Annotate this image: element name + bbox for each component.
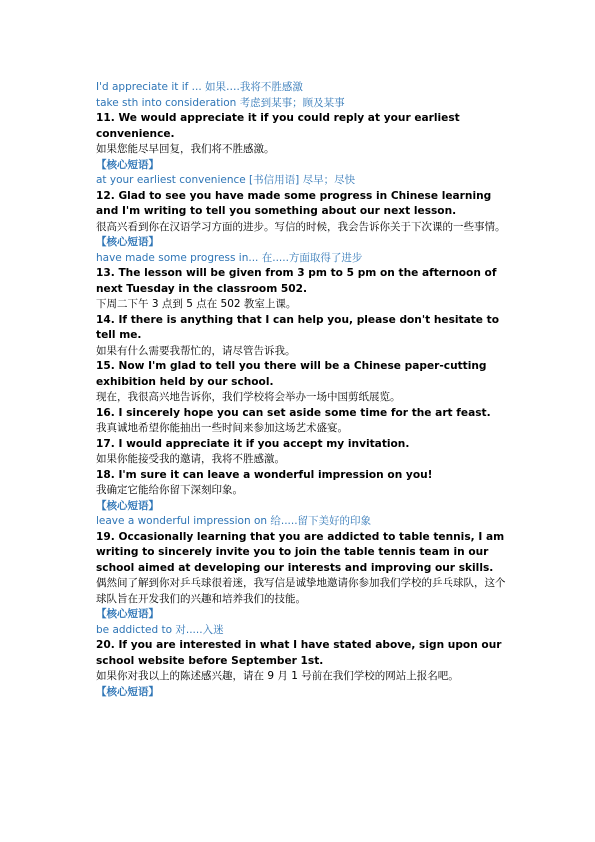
english-sentence: 18. I'm sure it can leave a wonderful impression on you! bbox=[96, 468, 433, 481]
english-sentence: 20. If you are interested in what I have stated above, sign upon our school website before September 1st. bbox=[96, 639, 502, 667]
phrase-line: have made some progress in... 在.....方面取得了进步 bbox=[96, 251, 363, 264]
core-phrase-heading: 【核心短语】 bbox=[96, 499, 159, 512]
english-sentence: 17. I would appreciate it if you accept my invitation. bbox=[96, 437, 410, 450]
core-phrase-heading: 【核心短语】 bbox=[96, 685, 159, 698]
phrase-line: be addicted to 对.....入迷 bbox=[96, 623, 224, 636]
english-sentence: 11. We would appreciate it if you could reply at your earliest convenience. bbox=[96, 112, 460, 140]
chinese-translation: 如果有什么需要我帮忙的，请尽管告诉我。 bbox=[96, 344, 296, 357]
core-phrase-heading: 【核心短语】 bbox=[96, 608, 159, 620]
chinese-translation: 很高兴看到你在汉语学习方面的进步。写信的时候，我会告诉你关于下次课的一些事情。 bbox=[96, 220, 506, 233]
chinese-translation: 我确定它能给你留下深刻印象。 bbox=[96, 484, 243, 496]
english-sentence: 12. Glad to see you have made some progress in Chinese learning and I'm writing to tell you something about our next lesson. bbox=[96, 189, 492, 217]
english-sentence: 14. If there is anything that I can help you, please don't hesitate to tell me. bbox=[96, 313, 499, 341]
chinese-translation: 如果您能尽早回复，我们将不胜感激。 bbox=[96, 143, 275, 155]
phrase-line: I'd appreciate it if ... 如果….我将不胜感激 bbox=[96, 81, 303, 93]
chinese-translation: 现在，我很高兴地告诉你，我们学校将会举办一场中国剪纸展览。 bbox=[96, 391, 401, 403]
phrase-line: at your earliest convenience [书信用语] 尽早；尽快 bbox=[96, 174, 356, 186]
english-sentence: 13. The lesson will be given from 3 pm to 5 pm on the afternoon of next Tuesday in the classroom 502. bbox=[96, 267, 497, 295]
chinese-translation: 偶然间了解到你对乒乓球很着迷，我写信是诚挚地邀请你参加我们学校的乒乓球队，这个球队旨在开发我们的兴趣和培养我们的技能。 bbox=[96, 577, 506, 605]
chinese-translation: 如果你对我以上的陈述感兴趣，请在 9 月 1 号前在我们学校的网站上报名吧。 bbox=[96, 670, 459, 682]
phrase-line: leave a wonderful impression on 给.....留下美好的印象 bbox=[96, 515, 372, 527]
core-phrase-heading: 【核心短语】 bbox=[96, 158, 159, 171]
document-page bbox=[96, 80, 506, 700]
chinese-translation: 如果你能接受我的邀请，我将不胜感激。 bbox=[96, 453, 285, 465]
english-sentence: 16. I sincerely hope you can set aside some time for the art feast. bbox=[96, 406, 491, 419]
english-sentence: 15. Now I'm glad to tell you there will be a Chinese paper-cutting exhibition held by our school. bbox=[96, 360, 487, 388]
chinese-translation: 下周二下午 3 点到 5 点在 502 教室上课。 bbox=[96, 298, 297, 310]
chinese-translation: 我真诚地希望你能抽出一些时间来参加这场艺术盛宴。 bbox=[96, 422, 348, 434]
phrase-line: take sth into consideration 考虑到某事；顾及某事 bbox=[96, 96, 345, 109]
core-phrase-heading: 【核心短语】 bbox=[96, 236, 159, 248]
english-sentence: 19. Occasionally learning that you are addicted to table tennis, I am writing to sincerely invite you to join the table tennis team in our school aimed at developing our interests and improving our skills. bbox=[96, 530, 505, 574]
